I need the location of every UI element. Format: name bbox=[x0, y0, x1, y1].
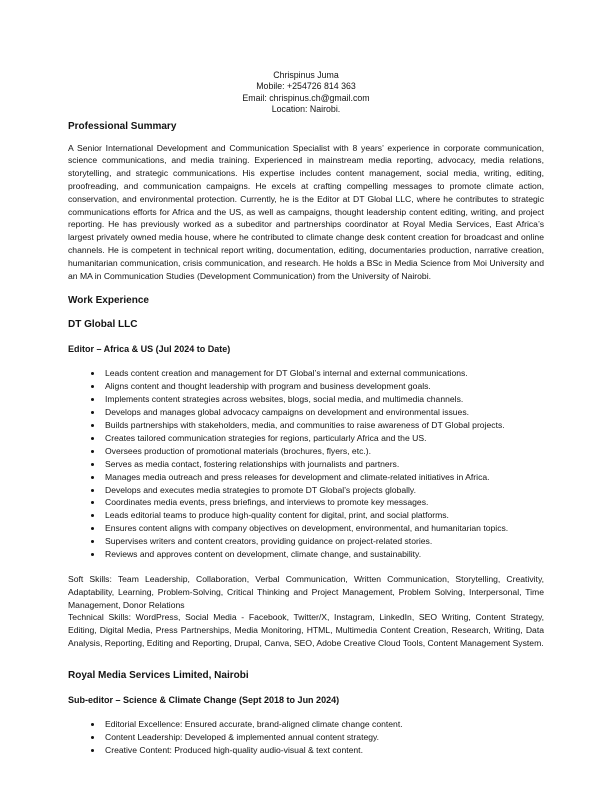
duty-item: • Manages media outreach and press releases for development and climate-related initiatives in Africa. bbox=[103, 471, 544, 484]
soft-skills-paragraph: Soft Skills: Team Leadership, Collaboration, Verbal Communication, Written Communication, Storytelling, Creativity, Adaptability, Learning, Problem-Solving, Critical Thinking and Project Management, Problem Solving, Interpersonal, Time Management, Donor Relations bbox=[68, 573, 544, 610]
duty-item: • Creates tailored communication strategies for regions, particularly Africa and the US. bbox=[103, 432, 544, 445]
duty-item: • Leads editorial teams to produce high-quality content for digital, print, and social platforms. bbox=[103, 509, 544, 522]
summary-paragraph: A Senior International Development and Communication Specialist with 8 years’ experience in corporate communication, science communications, and media training. Experienced in mainstream media reporting, advocacy, media relations, storytelling, and strategic communications. His expertise includes content management, social media, writing, editing, proofreading, and communication campaigns. He excels at crafting compelling messages to promote climate action, conservation, and environmental protection. Currently, he is the Editor at DT Global LLC, where he contributes to strategic communications efforts for Africa and the US, as well as campaigns, thought leadership content editing, writing, and project reporting. He has previously worked as a subeditor and partnerships coordinator at Royal Media Services, East Africa’s largest privately owned media house, where he contributed to climate change desk content creation for broadcast and online channels. He is competent in technical report writing, documentation, editing, documentaries production, narrative creation, humanitarian communication, crisis communication, and research. He holds a BSc in Media Science from Moi University and an MA in Communication Studies (Development Communication) from the University of Nairobi. bbox=[68, 142, 544, 281]
duty-item: • Supervises writers and content creators, providing guidance on project-related stories. bbox=[103, 535, 544, 548]
duty-item: • Develops and executes media strategies to promote DT Global’s projects globally. bbox=[103, 484, 544, 497]
role-title-editor: Editor – Africa & US (Jul 2024 to Date) bbox=[68, 344, 231, 355]
duty-item: • Coordinates media events, press briefings, and interviews to promote key messages. bbox=[103, 496, 544, 509]
duty-item: • Implements content strategies across websites, blogs, social media, and multimedia channels. bbox=[103, 393, 544, 406]
contact-mobile: Mobile: +254726 814 363 bbox=[256, 81, 356, 92]
duty-item: • Oversees production of promotional materials (brochures, flyers, etc.). bbox=[103, 445, 544, 458]
company-name-royal-media: Royal Media Services Limited, Nairobi bbox=[68, 669, 249, 681]
duties-list-royal-media bbox=[68, 718, 544, 757]
duty-item: • Develops and manages global advocacy campaigns on development and environmental issues. bbox=[103, 406, 544, 419]
company-name-dt-global: DT Global LLC bbox=[68, 319, 138, 331]
skills-block bbox=[68, 573, 544, 650]
duty-item: • Ensures content aligns with company objectives on development, environmental, and humanitarian topics. bbox=[103, 522, 544, 535]
technical-skills-paragraph: Technical Skills: WordPress, Social Media - Facebook, Twitter/X, Instagram, LinkedIn, SEO Writing, Content Strategy, Editing, Digital Media, Press Partnerships, Media Monitoring, HTML, Multimedia Content Creation, Research, Writing, Data Analysis, Reporting, Editing and Reporting, Drupal, Canva, SEO, Adobe Creative Cloud Tools, Content Management System. bbox=[68, 612, 544, 648]
duties-list-dt-global bbox=[68, 367, 544, 561]
duty-item: • Editorial Excellence: Ensured accurate, brand-aligned climate change content. bbox=[103, 718, 544, 731]
contact-block bbox=[68, 70, 544, 116]
contact-name: Chrispinus Juma bbox=[273, 70, 339, 80]
work-experience-heading: Work Experience bbox=[68, 295, 149, 307]
duty-item: • Builds partnerships with stakeholders, media, and communities to raise awareness of DT Global projects. bbox=[103, 419, 544, 432]
duty-item: • Aligns content and thought leadership with program and business development goals. bbox=[103, 380, 544, 393]
duty-item: • Reviews and approves content on development, climate change, and sustainability. bbox=[103, 548, 544, 561]
duty-item: • Leads content creation and management for DT Global’s internal and external communications. bbox=[103, 367, 544, 380]
contact-email: Email: chrispinus.ch@gmail.com bbox=[242, 92, 370, 103]
role-title-sub-editor: Sub-editor – Science & Climate Change (Sept 2018 to Jun 2024) bbox=[68, 694, 340, 705]
duty-item: • Creative Content: Produced high-quality audio-visual & text content. bbox=[103, 744, 544, 757]
duty-item: • Serves as media contact, fostering relationships with journalists and partners. bbox=[103, 458, 544, 471]
duty-item: • Content Leadership: Developed & implemented annual content strategy. bbox=[103, 731, 544, 744]
summary-heading: Professional Summary bbox=[68, 120, 177, 132]
contact-location: Location: Nairobi. bbox=[271, 104, 341, 115]
